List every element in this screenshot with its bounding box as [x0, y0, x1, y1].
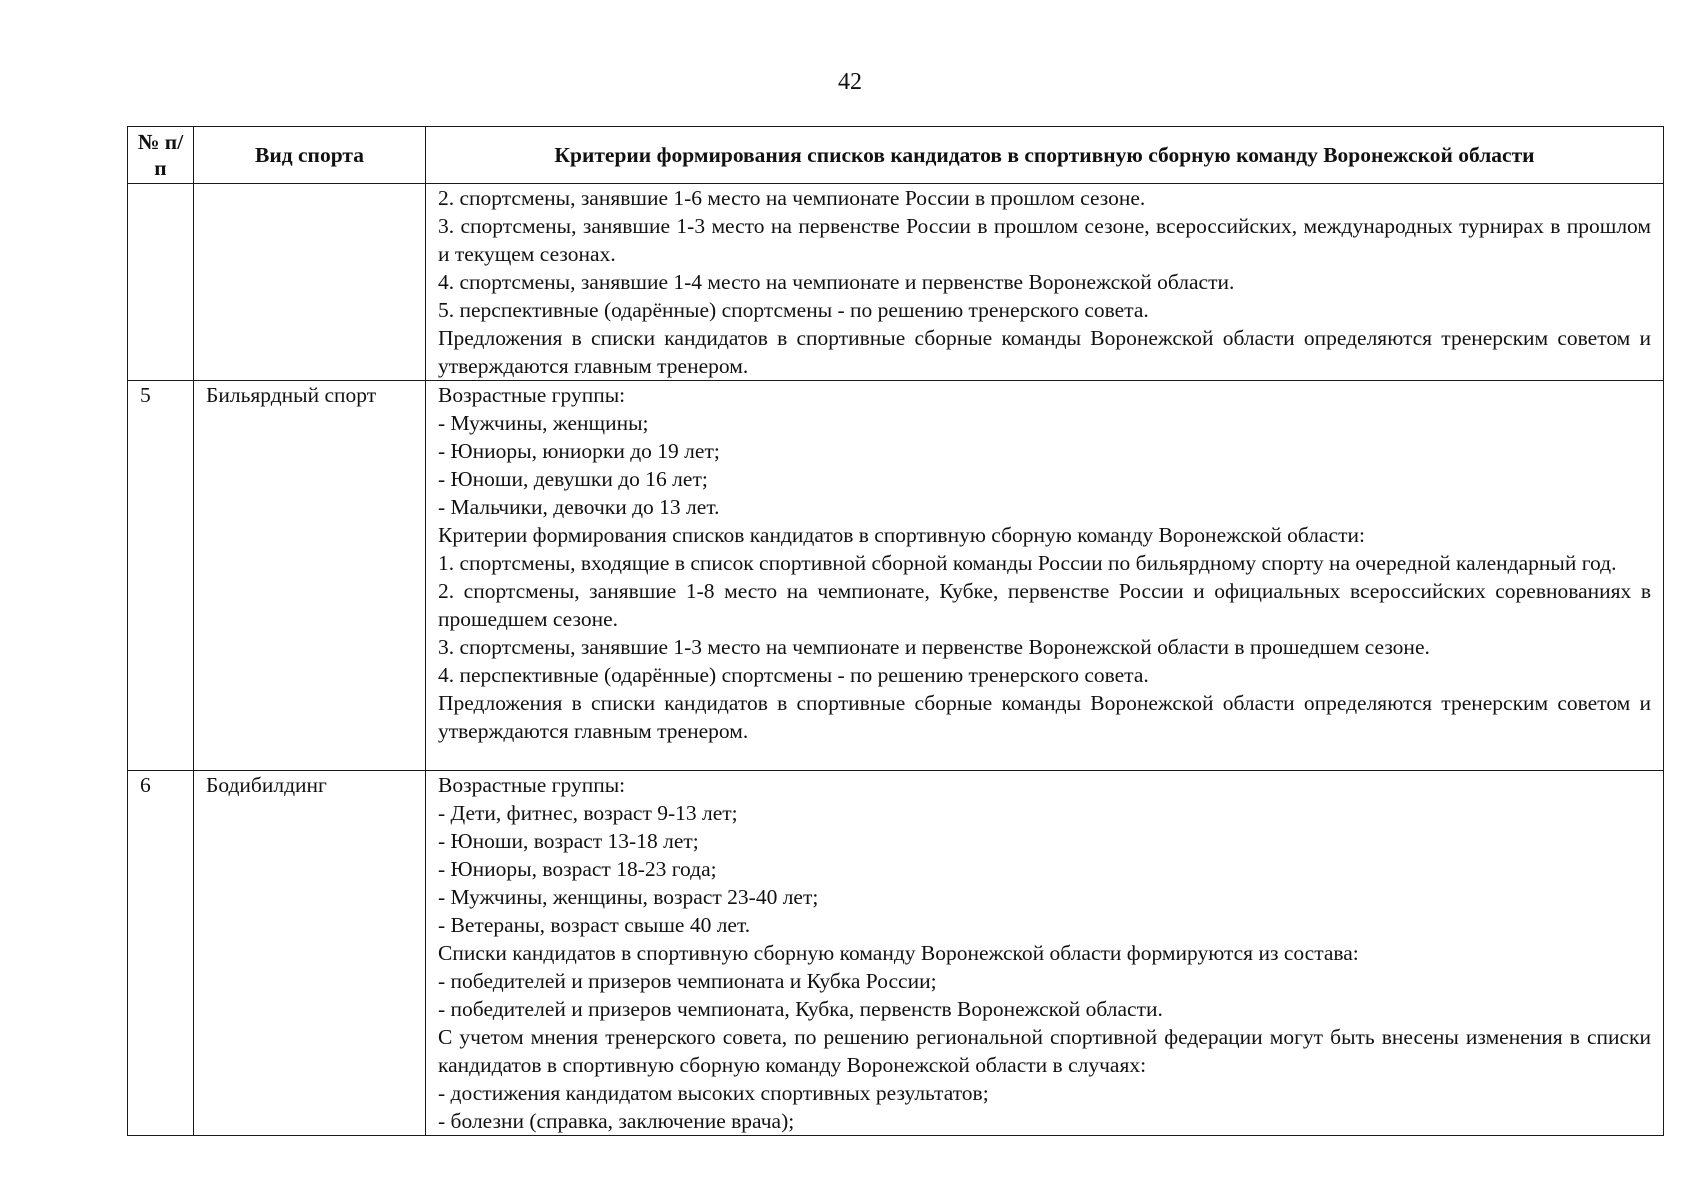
criteria-line: Предложения в списки кандидатов в спортивные сборные команды Воронежской области определяются тренерским советом и утверждаются главным тренером.: [438, 326, 1651, 378]
criteria-line: - Мужчины, женщины, возраст 23-40 лет;: [438, 885, 819, 909]
row-sport: [194, 184, 426, 381]
criteria-line: 2. спортсмены, занявшие 1-8 место на чемпионате, Кубке, первенстве России и официальных всероссийских соревнованиях в прошедшем сезоне.: [438, 579, 1651, 631]
header-sport: Вид спорта: [194, 127, 426, 184]
table-header: [128, 127, 1664, 184]
criteria-line: 3. спортсмены, занявшие 1-3 место на чемпионате и первенстве Воронежской области в прошедшем сезоне.: [438, 635, 1430, 659]
row-number: [128, 184, 194, 381]
table-row: [128, 184, 1664, 381]
criteria-line: - победителей и призеров чемпионата и Кубка России;: [438, 969, 937, 993]
header-row: [128, 127, 1664, 184]
row-number: 5: [128, 381, 194, 771]
criteria-line: Списки кандидатов в спортивную сборную команду Воронежской области формируются из состава:: [438, 941, 1359, 965]
criteria-line: 4. перспективные (одарённые) спортсмены - по решению тренерского совета.: [438, 663, 1149, 687]
criteria-line: 3. спортсмены, занявшие 1-3 место на первенстве России в прошлом сезоне, всероссийских, международных турнирах в прошлом и текущем сезонах.: [438, 214, 1651, 266]
criteria-line: - Юниоры, юниорки до 19 лет;: [438, 439, 720, 463]
criteria-line: - болезни (справка, заключение врача);: [438, 1109, 795, 1133]
criteria-table: [127, 126, 1664, 1136]
table-row: [128, 381, 1664, 771]
header-criteria: Критерии формирования списков кандидатов в спортивную сборную команду Воронежской области: [426, 127, 1664, 184]
row-criteria: [426, 184, 1664, 381]
criteria-line: - Ветераны, возраст свыше 40 лет.: [438, 913, 751, 937]
criteria-line: С учетом мнения тренерского совета, по решению региональной спортивной федерации могут быть внесены изменения в списки кандидатов в спортивную сборную команду Воронежской области в случаях:: [438, 1025, 1651, 1077]
criteria-line: - Дети, фитнес, возраст 9-13 лет;: [438, 801, 738, 825]
criteria-line: Возрастные группы:: [438, 773, 626, 797]
criteria-line: - Юноши, девушки до 16 лет;: [438, 467, 708, 491]
criteria-line: Предложения в списки кандидатов в спортивные сборные команды Воронежской области определяются тренерским советом и утверждаются главным тренером.: [438, 691, 1651, 743]
criteria-line: - Юноши, возраст 13-18 лет;: [438, 829, 699, 853]
criteria-line: - достижения кандидатом высоких спортивных результатов;: [438, 1081, 989, 1105]
criteria-line: - Мужчины, женщины;: [438, 411, 649, 435]
criteria-line: 5. перспективные (одарённые) спортсмены - по решению тренерского совета.: [438, 298, 1149, 322]
criteria-line: - Мальчики, девочки до 13 лет.: [438, 495, 720, 519]
page-number: 42: [838, 69, 862, 95]
row-criteria: [426, 771, 1664, 1136]
row-number: 6: [128, 771, 194, 1136]
criteria-line: 2. спортсмены, занявшие 1-6 место на чемпионате России в прошлом сезоне.: [438, 186, 1146, 210]
criteria-line: Критерии формирования списков кандидатов в спортивную сборную команду Воронежской области:: [438, 523, 1365, 547]
table-row: [128, 771, 1664, 1136]
row-sport: Бильярдный спорт: [194, 381, 426, 771]
header-number: № п/п: [128, 127, 194, 184]
criteria-line: 4. спортсмены, занявшие 1-4 место на чемпионате и первенстве Воронежской области.: [438, 270, 1235, 294]
row-sport: Бодибилдинг: [194, 771, 426, 1136]
criteria-line: - победителей и призеров чемпионата, Кубка, первенств Воронежской области.: [438, 997, 1163, 1021]
row-criteria: [426, 381, 1664, 771]
criteria-line: 1. спортсмены, входящие в список спортивной сборной команды России по бильярдному спорту на очередной календарный год.: [438, 551, 1617, 575]
criteria-line: - Юниоры, возраст 18-23 года;: [438, 857, 717, 881]
criteria-line: Возрастные группы:: [438, 383, 626, 407]
